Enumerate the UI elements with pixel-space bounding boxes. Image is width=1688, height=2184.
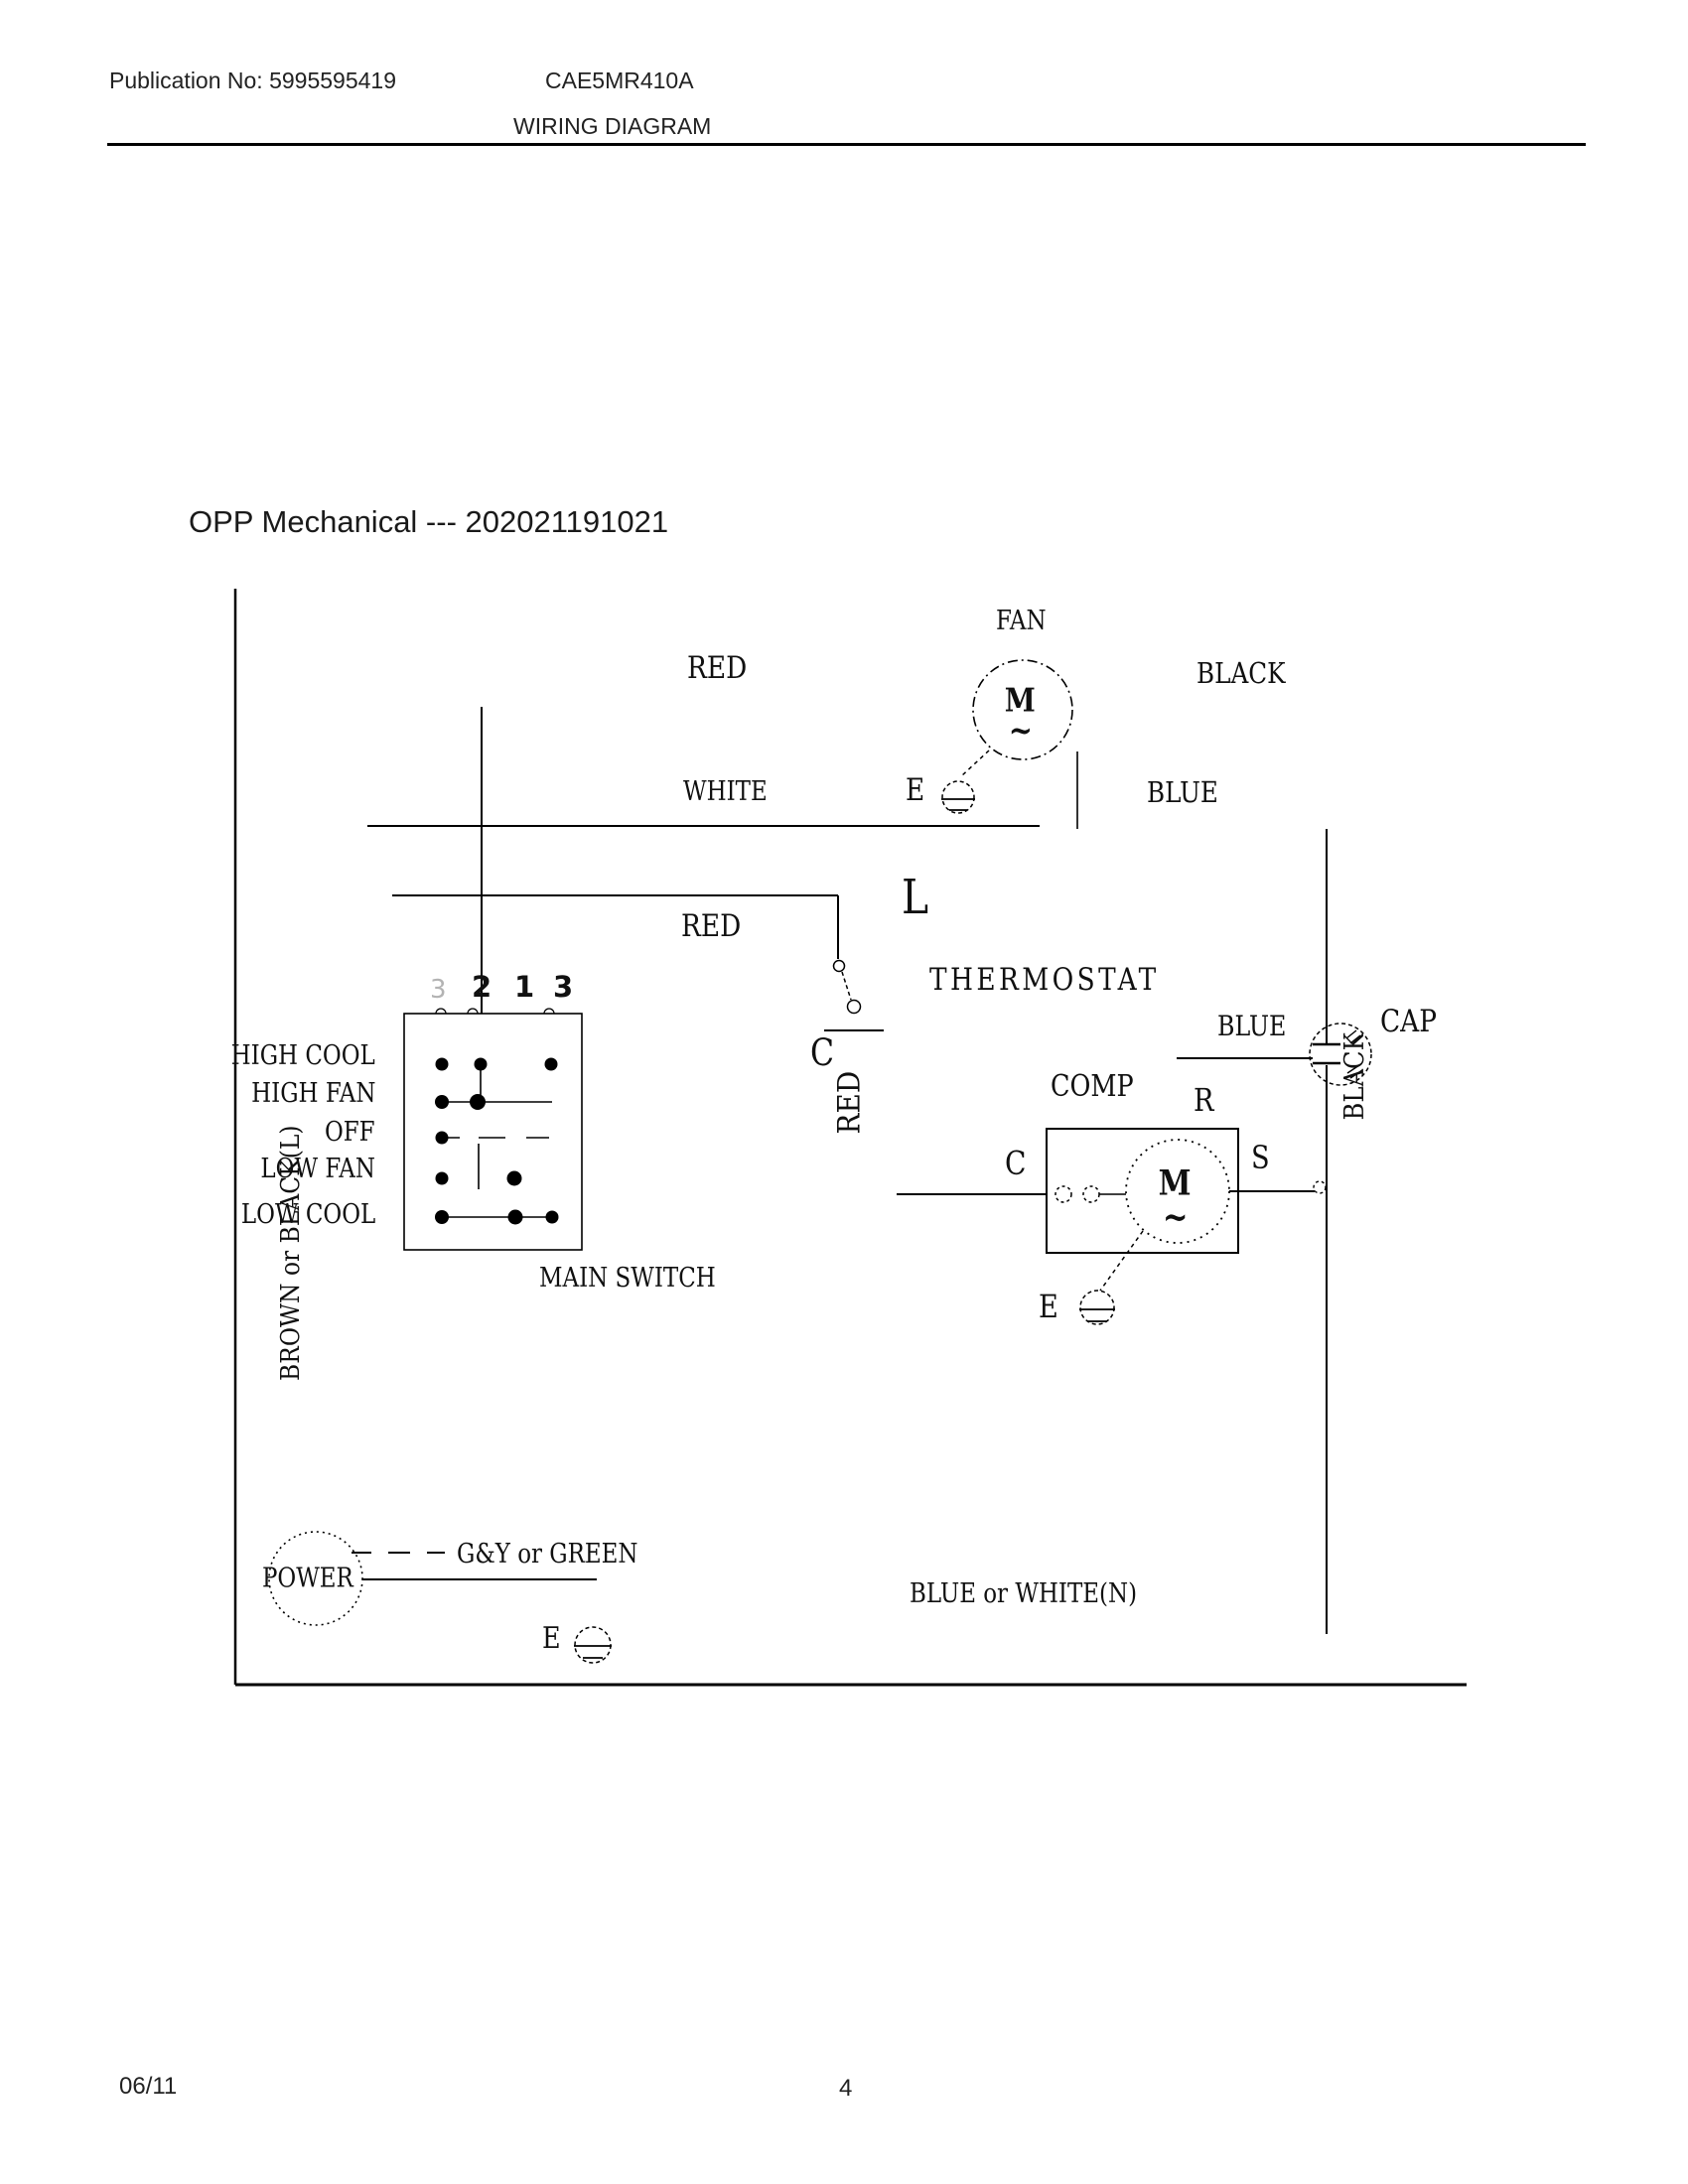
switch-row-high-fan: HIGH FAN xyxy=(250,1078,375,1109)
ground-icon xyxy=(574,1627,612,1663)
thermostat-arm xyxy=(842,972,851,1000)
publication-number: Publication No: 5995595419 xyxy=(109,68,397,93)
switch-contact-dots xyxy=(435,1058,559,1225)
thermostat-l-terminal: L xyxy=(902,870,929,925)
diagram-title: OPP Mechanical --- 202021191021 xyxy=(189,504,669,539)
model-number: CAE5MR410A xyxy=(545,68,694,93)
switch-row-low-fan: LOW FAN xyxy=(260,1154,375,1184)
thermostat-label: THERMOSTAT xyxy=(929,962,1160,998)
comp-c-terminal: C xyxy=(1005,1144,1027,1182)
main-switch-label: MAIN SWITCH xyxy=(539,1263,716,1294)
overload-contact-2 xyxy=(1083,1186,1099,1202)
compressor-label: COMP xyxy=(1051,1069,1134,1104)
power-label: POWER xyxy=(261,1563,353,1594)
switch-terminal-number-3: 3 xyxy=(553,970,574,1004)
wire-label-blue-or-white: BLUE or WHITE(N) xyxy=(910,1578,1138,1609)
switch-row-off: OFF xyxy=(325,1117,375,1148)
switch-row-high-cool: HIGH COOL xyxy=(230,1040,375,1071)
wire-label-red-vertical: RED xyxy=(831,1070,868,1135)
switch-terminal-number-2: 2 xyxy=(472,970,492,1004)
fan-label: FAN xyxy=(996,606,1047,636)
wire-label-gy-green: G&Y or GREEN xyxy=(457,1539,638,1570)
wire-label-red-mid: RED xyxy=(681,908,742,944)
switch-terminal-number-faint: 3 xyxy=(430,975,447,1005)
overload-contact-1 xyxy=(1055,1186,1071,1202)
footer-page-number: 4 xyxy=(839,2075,853,2102)
wire-label-black-top: BLACK xyxy=(1196,656,1286,690)
wire-label-blue-cap: BLUE xyxy=(1217,1010,1287,1042)
red-wire xyxy=(392,895,838,959)
switch-row-low-cool: LOW COOL xyxy=(240,1199,375,1230)
fan-earth-label: E xyxy=(906,772,925,808)
comp-r-terminal: R xyxy=(1194,1081,1214,1119)
wire-label-white: WHITE xyxy=(683,776,768,807)
power-earth-label: E xyxy=(542,1621,561,1656)
wire-label-blue-right: BLUE xyxy=(1147,775,1218,809)
capacitor-label: CAP xyxy=(1380,1004,1437,1039)
fan-motor-tilde: ~ xyxy=(1008,711,1033,751)
ground-icon xyxy=(1079,1291,1115,1324)
wire-label-red-top: RED xyxy=(687,650,748,686)
thermostat-contact-top xyxy=(834,961,845,972)
fan-motor-m: M xyxy=(1004,680,1036,720)
thermostat-c-terminal: C xyxy=(810,1031,835,1074)
wire-label-brown-or-black: BROWN or BLACK(L) xyxy=(275,1125,306,1381)
switch-terminal-number-1: 1 xyxy=(514,970,535,1004)
section-title: WIRING DIAGRAM xyxy=(513,113,712,139)
comp-earth-label: E xyxy=(1039,1288,1058,1325)
comp-s-terminal: S xyxy=(1251,1139,1270,1176)
thermostat-contact-bottom xyxy=(848,1001,861,1014)
wire-label-black-vertical: BLACK xyxy=(1338,1032,1370,1121)
footer-date: 06/11 xyxy=(119,2073,178,2100)
comp-motor-m: M xyxy=(1158,1162,1192,1204)
comp-motor-tilde: ~ xyxy=(1162,1196,1189,1238)
switch-contact-links xyxy=(442,1064,552,1217)
ground-icon xyxy=(941,781,975,813)
comp-ground-lead xyxy=(1100,1231,1143,1291)
s-terminal-dot xyxy=(1314,1181,1326,1193)
compressor-box xyxy=(1047,1129,1238,1253)
fan-ground-lead xyxy=(961,751,989,776)
